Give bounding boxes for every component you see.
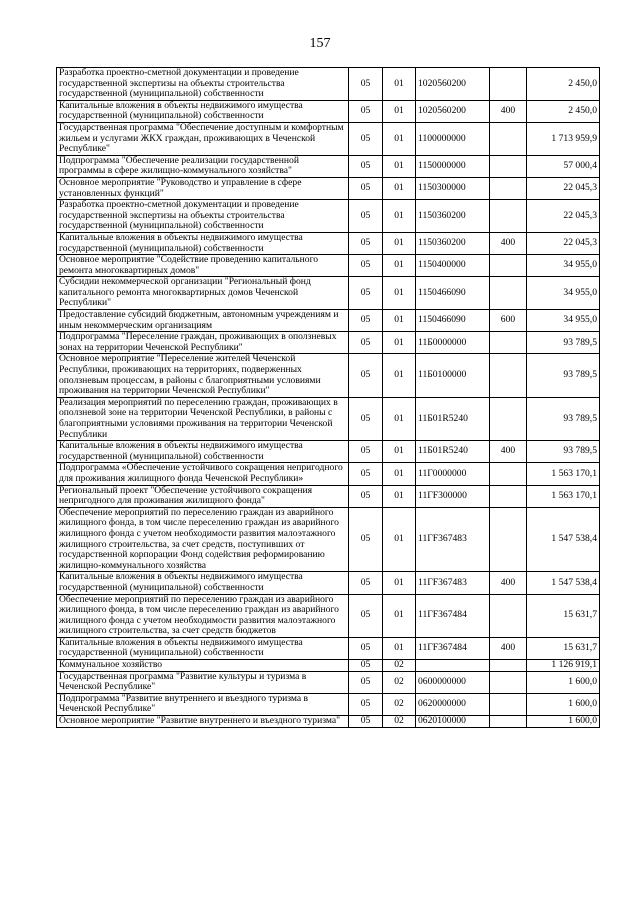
target-code-cell: 11ГF300000 xyxy=(416,485,490,507)
table-row xyxy=(57,155,600,177)
section-cell: 05 xyxy=(349,310,383,332)
section-cell: 05 xyxy=(349,485,383,507)
subsection-cell: 01 xyxy=(383,485,416,507)
item-name-cell: Предоставление субсидий бюджетным, автономным учреждениям и иным некоммерческим организациям xyxy=(57,310,349,332)
expense-type-cell xyxy=(490,397,527,440)
table-row xyxy=(57,507,600,572)
item-name-cell: Основное мероприятие "Руководство и управление в сфере установленных функций" xyxy=(57,177,349,199)
subsection-cell: 01 xyxy=(383,637,416,659)
table-row xyxy=(57,693,600,715)
section-cell: 05 xyxy=(349,507,383,572)
expense-type-cell xyxy=(490,177,527,199)
target-code-cell: 0620100000 xyxy=(416,716,490,728)
amount-cell: 93 789,5 xyxy=(527,441,600,463)
section-cell: 05 xyxy=(349,200,383,233)
target-code-cell: 1150466090 xyxy=(416,310,490,332)
target-code-cell: 11Б01R5240 xyxy=(416,441,490,463)
amount-cell: 1 563 170,1 xyxy=(527,485,600,507)
subsection-cell: 01 xyxy=(383,277,416,310)
expense-type-cell xyxy=(490,155,527,177)
section-cell: 05 xyxy=(349,155,383,177)
amount-cell: 22 045,3 xyxy=(527,200,600,233)
subsection-cell: 01 xyxy=(383,255,416,277)
subsection-cell: 02 xyxy=(383,671,416,693)
target-code-cell: 11Г0000000 xyxy=(416,463,490,485)
item-name-cell: Подпрограмма "Переселение граждан, проживающих в оползневых зонах на территории Чеченской Республики" xyxy=(57,332,349,354)
subsection-cell: 01 xyxy=(383,594,416,637)
target-code-cell: 1150360200 xyxy=(416,232,490,254)
table-row xyxy=(57,277,600,310)
expense-type-cell: 400 xyxy=(490,232,527,254)
amount-cell: 15 631,7 xyxy=(527,594,600,637)
item-name-cell: Региональный проект "Обеспечение устойчивого сокращения непригодного для проживания жилищного фонда" xyxy=(57,485,349,507)
target-code-cell: 1150400000 xyxy=(416,255,490,277)
target-code-cell: 11ГF367483 xyxy=(416,507,490,572)
table-row xyxy=(57,463,600,485)
section-cell: 05 xyxy=(349,100,383,122)
section-cell: 05 xyxy=(349,332,383,354)
amount-cell: 15 631,7 xyxy=(527,637,600,659)
table-row xyxy=(57,716,600,728)
expense-type-cell: 400 xyxy=(490,100,527,122)
item-name-cell: Государственная программа "Обеспечение доступным и комфортным жильем и услугами ЖКХ граждан, проживающих в Чеченской Республике" xyxy=(57,122,349,155)
target-code-cell: 1100000000 xyxy=(416,122,490,155)
section-cell: 05 xyxy=(349,594,383,637)
subsection-cell: 02 xyxy=(383,693,416,715)
amount-cell: 93 789,5 xyxy=(527,332,600,354)
item-name-cell: Основное мероприятие "Развитие внутреннего и въездного туризма" xyxy=(57,716,349,728)
item-name-cell: Капитальные вложения в объекты недвижимого имущества государственной (муниципальной) собственности xyxy=(57,232,349,254)
table-row xyxy=(57,177,600,199)
expense-type-cell xyxy=(490,507,527,572)
expense-type-cell xyxy=(490,68,527,101)
section-cell: 05 xyxy=(349,716,383,728)
amount-cell: 34 955,0 xyxy=(527,310,600,332)
target-code-cell: 1020560200 xyxy=(416,100,490,122)
target-code-cell: 1150360200 xyxy=(416,200,490,233)
section-cell: 05 xyxy=(349,693,383,715)
item-name-cell: Коммунальное хозяйство xyxy=(57,660,349,672)
target-code-cell: 1150300000 xyxy=(416,177,490,199)
subsection-cell: 01 xyxy=(383,122,416,155)
expense-type-cell xyxy=(490,255,527,277)
expense-type-cell xyxy=(490,354,527,397)
subsection-cell: 01 xyxy=(383,572,416,594)
item-name-cell: Капитальные вложения в объекты недвижимого имущества государственной (муниципальной) собственности xyxy=(57,100,349,122)
subsection-cell: 01 xyxy=(383,463,416,485)
table-row xyxy=(57,310,600,332)
subsection-cell: 01 xyxy=(383,397,416,440)
subsection-cell: 01 xyxy=(383,100,416,122)
item-name-cell: Основное мероприятие "Содействие проведению капитального ремонта многоквартирных домов" xyxy=(57,255,349,277)
table-row xyxy=(57,441,600,463)
target-code-cell: 11Б0100000 xyxy=(416,354,490,397)
subsection-cell: 01 xyxy=(383,177,416,199)
amount-cell: 93 789,5 xyxy=(527,397,600,440)
table-row xyxy=(57,100,600,122)
target-code-cell: 11Б0000000 xyxy=(416,332,490,354)
target-code-cell: 11Б01R5240 xyxy=(416,397,490,440)
expense-type-cell: 600 xyxy=(490,310,527,332)
expense-type-cell xyxy=(490,693,527,715)
subsection-cell: 01 xyxy=(383,68,416,101)
item-name-cell: Капитальные вложения в объекты недвижимого имущества государственной (муниципальной) собственности xyxy=(57,572,349,594)
amount-cell: 1 563 170,1 xyxy=(527,463,600,485)
amount-cell: 93 789,5 xyxy=(527,354,600,397)
expense-type-cell: 400 xyxy=(490,572,527,594)
amount-cell: 1 600,0 xyxy=(527,671,600,693)
section-cell: 05 xyxy=(349,68,383,101)
amount-cell: 2 450,0 xyxy=(527,100,600,122)
target-code-cell: 11ГF367484 xyxy=(416,594,490,637)
expense-type-cell: 400 xyxy=(490,637,527,659)
target-code-cell: 0620000000 xyxy=(416,693,490,715)
item-name-cell: Разработка проектно-сметной документации и проведение государственной экспертизы на объекты строительства государственной (муниципальной) собственности xyxy=(57,200,349,233)
subsection-cell: 01 xyxy=(383,232,416,254)
expense-type-cell xyxy=(490,671,527,693)
budget-table xyxy=(56,67,600,728)
section-cell: 05 xyxy=(349,441,383,463)
table-row xyxy=(57,637,600,659)
subsection-cell: 02 xyxy=(383,660,416,672)
amount-cell: 57 000,4 xyxy=(527,155,600,177)
item-name-cell: Государственная программа "Развитие культуры и туризма в Чеченской Республике" xyxy=(57,671,349,693)
expense-type-cell xyxy=(490,485,527,507)
item-name-cell: Основное мероприятие "Переселение жителей Чеченской Республики, проживающих на территориях, подверженных оползневым процессам, в районы с благоприятными условиями проживания на территории Чеченской Республики" xyxy=(57,354,349,397)
expense-type-cell xyxy=(490,716,527,728)
expense-type-cell: 400 xyxy=(490,441,527,463)
subsection-cell: 01 xyxy=(383,200,416,233)
amount-cell: 34 955,0 xyxy=(527,255,600,277)
subsection-cell: 01 xyxy=(383,155,416,177)
target-code-cell: 1020560200 xyxy=(416,68,490,101)
target-code-cell: 11ГF367484 xyxy=(416,637,490,659)
section-cell: 05 xyxy=(349,671,383,693)
amount-cell: 1 600,0 xyxy=(527,693,600,715)
subsection-cell: 01 xyxy=(383,507,416,572)
section-cell: 05 xyxy=(349,255,383,277)
item-name-cell: Подпрограмма «Обеспечение устойчивого сокращения непригодного для проживания жилищного фонда Чеченской Республики» xyxy=(57,463,349,485)
table-row xyxy=(57,660,600,672)
item-name-cell: Обеспечение мероприятий по переселению граждан из аварийного жилищного фонда, в том числе переселению граждан из аварийного жилищного фонда с учетом необходимости развития малоэтажного жилищного строительства, за счет средств, поступивших от государственной корпорации Фонд содействия реформированию жилищно-коммунального хозяйства xyxy=(57,507,349,572)
expense-type-cell xyxy=(490,122,527,155)
target-code-cell: 11ГF367483 xyxy=(416,572,490,594)
amount-cell: 34 955,0 xyxy=(527,277,600,310)
expense-type-cell xyxy=(490,200,527,233)
amount-cell: 22 045,3 xyxy=(527,232,600,254)
table-row xyxy=(57,122,600,155)
budget-table-body xyxy=(57,68,600,728)
subsection-cell: 02 xyxy=(383,716,416,728)
expense-type-cell xyxy=(490,660,527,672)
section-cell: 05 xyxy=(349,463,383,485)
section-cell: 05 xyxy=(349,572,383,594)
subsection-cell: 01 xyxy=(383,354,416,397)
table-row xyxy=(57,255,600,277)
target-code-cell: 1150466090 xyxy=(416,277,490,310)
item-name-cell: Капитальные вложения в объекты недвижимого имущества государственной (муниципальной) собственности xyxy=(57,637,349,659)
item-name-cell: Подпрограмма "Обеспечение реализации государственной программы в сфере жилищно-коммунального хозяйства" xyxy=(57,155,349,177)
table-row xyxy=(57,397,600,440)
table-row xyxy=(57,572,600,594)
amount-cell: 1 547 538,4 xyxy=(527,507,600,572)
page-number: 157 xyxy=(309,36,331,51)
target-code-cell xyxy=(416,660,490,672)
table-row xyxy=(57,200,600,233)
item-name-cell: Обеспечение мероприятий по переселению граждан из аварийного жилищного фонда, в том числе переселению граждан из аварийного жилищного фонда с учетом необходимости развития малоэтажного жилищного строительства, за счет средств бюджетов xyxy=(57,594,349,637)
expense-type-cell xyxy=(490,594,527,637)
amount-cell: 1 713 959,9 xyxy=(527,122,600,155)
subsection-cell: 01 xyxy=(383,441,416,463)
item-name-cell: Субсидии некоммерческой организации "Региональный фонд капитального ремонта многоквартирных домов Чеченской Республики" xyxy=(57,277,349,310)
section-cell: 05 xyxy=(349,277,383,310)
section-cell: 05 xyxy=(349,177,383,199)
item-name-cell: Разработка проектно-сметной документации и проведение государственной экспертизы на объекты строительства государственной (муниципальной) собственности xyxy=(57,68,349,101)
target-code-cell: 0600000000 xyxy=(416,671,490,693)
table-row xyxy=(57,354,600,397)
section-cell: 05 xyxy=(349,122,383,155)
section-cell: 05 xyxy=(349,660,383,672)
table-row xyxy=(57,594,600,637)
section-cell: 05 xyxy=(349,232,383,254)
table-row xyxy=(57,332,600,354)
amount-cell: 1 126 919,1 xyxy=(527,660,600,672)
item-name-cell: Капитальные вложения в объекты недвижимого имущества государственной (муниципальной) собственности xyxy=(57,441,349,463)
section-cell: 05 xyxy=(349,637,383,659)
amount-cell: 2 450,0 xyxy=(527,68,600,101)
table-row xyxy=(57,671,600,693)
section-cell: 05 xyxy=(349,354,383,397)
subsection-cell: 01 xyxy=(383,332,416,354)
item-name-cell: Реализация мероприятий по переселению граждан, проживающих в оползневой зоне на территории Чеченской Республики, в районы с благоприятными условиями проживания на территории Чеченской Республики xyxy=(57,397,349,440)
expense-type-cell xyxy=(490,463,527,485)
table-row xyxy=(57,68,600,101)
item-name-cell: Подпрограмма "Развитие внутреннего и въездного туризма в Чеченской Республике" xyxy=(57,693,349,715)
amount-cell: 1 600,0 xyxy=(527,716,600,728)
table-row xyxy=(57,232,600,254)
table-row xyxy=(57,485,600,507)
expense-type-cell xyxy=(490,277,527,310)
amount-cell: 22 045,3 xyxy=(527,177,600,199)
expense-type-cell xyxy=(490,332,527,354)
subsection-cell: 01 xyxy=(383,310,416,332)
target-code-cell: 1150000000 xyxy=(416,155,490,177)
amount-cell: 1 547 538,4 xyxy=(527,572,600,594)
section-cell: 05 xyxy=(349,397,383,440)
